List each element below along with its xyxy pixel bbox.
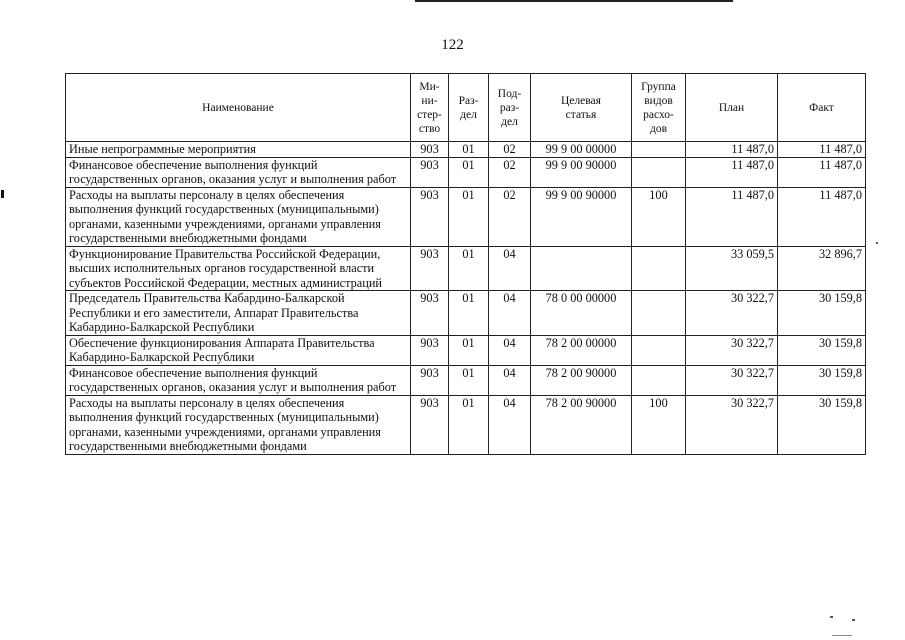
row-section: 01 xyxy=(449,291,489,336)
table-row xyxy=(66,187,866,246)
table-body xyxy=(66,142,866,455)
row-fact: 30 159,8 xyxy=(778,291,866,336)
row-fact: 30 159,8 xyxy=(778,395,866,454)
row-expense-group xyxy=(632,246,686,291)
scan-speck xyxy=(876,242,878,244)
row-subsection: 04 xyxy=(489,291,531,336)
table-row xyxy=(66,365,866,395)
scan-speck xyxy=(832,635,852,636)
budget-table xyxy=(65,73,866,455)
row-plan: 11 487,0 xyxy=(686,142,778,158)
row-ministry: 903 xyxy=(411,365,449,395)
row-expense-group xyxy=(632,291,686,336)
row-section: 01 xyxy=(449,246,489,291)
header-target-article: Целевая статья xyxy=(531,74,632,142)
row-section: 01 xyxy=(449,187,489,246)
row-name: Обеспечение функционирования Аппарата Правительства Кабардино-Балкарской Республики xyxy=(66,335,411,365)
header-plan: План xyxy=(686,74,778,142)
table-row xyxy=(66,157,866,187)
row-subsection: 02 xyxy=(489,187,531,246)
scan-speck xyxy=(830,616,833,618)
row-fact: 11 487,0 xyxy=(778,157,866,187)
row-subsection: 02 xyxy=(489,157,531,187)
row-section: 01 xyxy=(449,365,489,395)
header-section: Раз- дел xyxy=(449,74,489,142)
table-row xyxy=(66,142,866,158)
header-fact: Факт xyxy=(778,74,866,142)
row-section: 01 xyxy=(449,395,489,454)
row-expense-group xyxy=(632,157,686,187)
table-row xyxy=(66,335,866,365)
row-fact: 11 487,0 xyxy=(778,142,866,158)
margin-mark xyxy=(1,190,4,198)
row-expense-group: 100 xyxy=(632,187,686,246)
row-fact: 32 896,7 xyxy=(778,246,866,291)
row-plan: 11 487,0 xyxy=(686,157,778,187)
row-expense-group xyxy=(632,142,686,158)
row-fact: 30 159,8 xyxy=(778,365,866,395)
row-ministry: 903 xyxy=(411,395,449,454)
row-fact: 30 159,8 xyxy=(778,335,866,365)
row-name: Финансовое обеспечение выполнения функций государственных органов, оказания услуг и выполнения работ xyxy=(66,365,411,395)
row-name: Расходы на выплаты персоналу в целях обеспечения выполнения функций государственных (муниципальными) органами, казенными учреждениями, органами управления государственными внебюджетными фондами xyxy=(66,187,411,246)
row-section: 01 xyxy=(449,157,489,187)
row-fact: 11 487,0 xyxy=(778,187,866,246)
row-plan: 30 322,7 xyxy=(686,335,778,365)
row-plan: 11 487,0 xyxy=(686,187,778,246)
row-target-article xyxy=(531,246,632,291)
header-row xyxy=(66,74,866,142)
row-plan: 33 059,5 xyxy=(686,246,778,291)
row-subsection: 02 xyxy=(489,142,531,158)
row-ministry: 903 xyxy=(411,157,449,187)
row-section: 01 xyxy=(449,335,489,365)
table-row xyxy=(66,395,866,454)
top-rule xyxy=(415,0,733,2)
row-subsection: 04 xyxy=(489,335,531,365)
row-expense-group: 100 xyxy=(632,395,686,454)
row-target-article: 78 0 00 00000 xyxy=(531,291,632,336)
header-subsection: Под- раз- дел xyxy=(489,74,531,142)
table-row xyxy=(66,246,866,291)
scan-speck xyxy=(852,619,855,621)
row-expense-group xyxy=(632,335,686,365)
row-target-article: 99 9 00 90000 xyxy=(531,187,632,246)
row-target-article: 78 2 00 90000 xyxy=(531,395,632,454)
header-ministry: Ми- ни- стер- ство xyxy=(411,74,449,142)
row-subsection: 04 xyxy=(489,246,531,291)
row-name: Председатель Правительства Кабардино-Балкарской Республики и его заместители, Аппарат Правительства Кабардино-Балкарской Республики xyxy=(66,291,411,336)
row-plan: 30 322,7 xyxy=(686,395,778,454)
row-target-article: 99 9 00 90000 xyxy=(531,157,632,187)
page-number: 122 xyxy=(441,37,464,53)
header-expense-group: Группа видов расхо- дов xyxy=(632,74,686,142)
row-target-article: 78 2 00 00000 xyxy=(531,335,632,365)
row-name: Расходы на выплаты персоналу в целях обеспечения выполнения функций государственных (муниципальными) органами, казенными учреждениями, органами управления государственными внебюджетными фондами xyxy=(66,395,411,454)
row-section: 01 xyxy=(449,142,489,158)
row-target-article: 78 2 00 90000 xyxy=(531,365,632,395)
row-name: Иные непрограммные мероприятия xyxy=(66,142,411,158)
row-target-article: 99 9 00 00000 xyxy=(531,142,632,158)
row-name: Финансовое обеспечение выполнения функций государственных органов, оказания услуг и выполнения работ xyxy=(66,157,411,187)
table-row xyxy=(66,291,866,336)
row-ministry: 903 xyxy=(411,142,449,158)
row-subsection: 04 xyxy=(489,395,531,454)
row-subsection: 04 xyxy=(489,365,531,395)
row-ministry: 903 xyxy=(411,291,449,336)
row-ministry: 903 xyxy=(411,246,449,291)
row-expense-group xyxy=(632,365,686,395)
row-ministry: 903 xyxy=(411,335,449,365)
row-ministry: 903 xyxy=(411,187,449,246)
row-plan: 30 322,7 xyxy=(686,365,778,395)
row-plan: 30 322,7 xyxy=(686,291,778,336)
row-name: Функционирование Правительства Российской Федерации, высших исполнительных органов государственной власти субъектов Российской Федерации, местных администраций xyxy=(66,246,411,291)
header-name: Наименование xyxy=(66,74,411,142)
